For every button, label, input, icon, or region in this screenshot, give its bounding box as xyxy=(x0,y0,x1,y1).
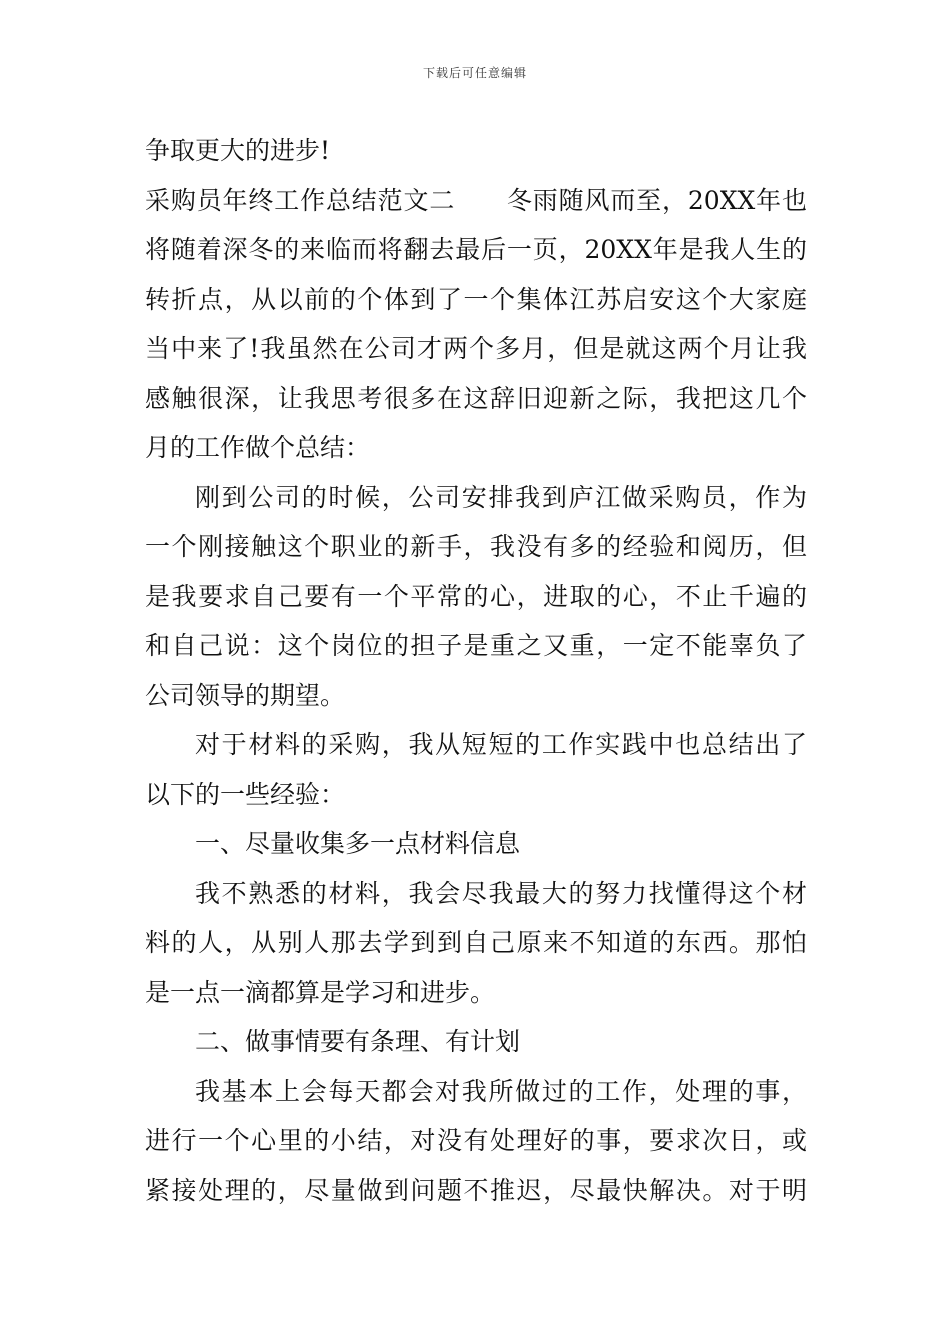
text-line: 当中来了!我虽然在公司才两个多月，但是就这两个月让我 xyxy=(145,334,807,363)
text-line: 将随着深冬的来临而将翻去最后一页，20XX年是我人生的 xyxy=(145,235,807,264)
text-line: 是我要求自己要有一个平常的心，进取的心，不止千遍的 xyxy=(145,581,807,611)
page-header-note: 下载后可任意编辑 xyxy=(422,66,527,80)
text-line: 采购员年终工作总结范文二 冬雨随风而至，20XX年也 xyxy=(145,185,807,215)
text-line: 我基本上会每天都会对我所做过的工作，处理的事， xyxy=(195,1076,807,1106)
text-line: 对于材料的采购，我从短短的工作实践中也总结出了 xyxy=(195,730,807,759)
text-line: 公司领导的期望。 xyxy=(145,680,346,710)
text-line: 和自己说：这个岗位的担子是重之又重，一定不能辜负了 xyxy=(145,631,807,660)
text-line: 进行一个心里的小结，对没有处理好的事，要求次日，或 xyxy=(145,1126,807,1155)
text-line: 我不熟悉的材料，我会尽我最大的努力找懂得这个材 xyxy=(195,878,807,908)
text-line: 刚到公司的时候，公司安排我到庐江做采购员，作为 xyxy=(195,482,807,512)
text-line: 一个刚接触这个职业的新手，我没有多的经验和阅历，但 xyxy=(145,532,807,561)
text-line: 一、尽量收集多一点材料信息 xyxy=(195,829,521,858)
text-line: 以下的一些经验： xyxy=(145,779,346,809)
text-line: 转折点，从以前的个体到了一个集体江苏启安这个大家庭 xyxy=(145,284,807,314)
text-line: 料的人，从别人那去学到到自己原来不知道的东西。那怕 xyxy=(145,928,807,957)
text-line: 二、做事情要有条理、有计划 xyxy=(195,1027,521,1056)
text-line: 争取更大的进步! xyxy=(145,136,331,165)
document-body xyxy=(145,126,807,1215)
text-line: 紧接处理的，尽量做到问题不推迟，尽最快解决。对于明 xyxy=(145,1175,807,1205)
text-line: 感触很深，让我思考很多在这辞旧迎新之际，我把这几个 xyxy=(145,383,807,413)
text-line: 月的工作做个总结： xyxy=(145,433,371,462)
text-line: 是一点一滴都算是学习和进步。 xyxy=(145,977,496,1007)
